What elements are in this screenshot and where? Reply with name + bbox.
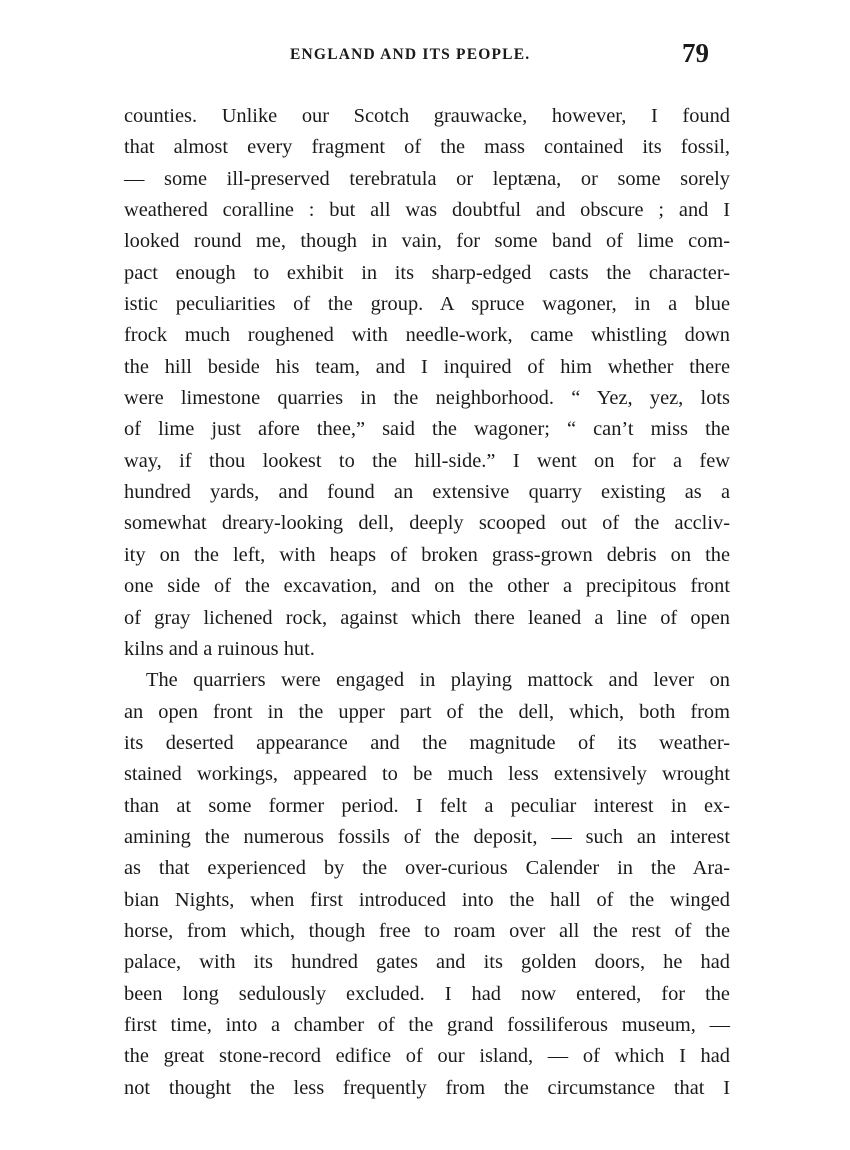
text-line: the hill beside his team, and I inquired of him whether there [124,355,730,378]
text-line: way, if thou lookest to the hill-side.” I went on for a few [124,449,730,472]
text-line: not thought the less frequently from the circumstance that I [124,1076,730,1099]
text-line: stained workings, appeared to be much less extensively wrought [124,763,730,786]
text-line: hundred yards, and found an extensive quarry existing as a [124,481,730,504]
text-line: amining the numerous fossils of the deposit, — such an interest [124,825,730,848]
text-line: that almost every fragment of the mass contained its fossil, [124,136,730,159]
text-line: ity on the left, with heaps of broken grass-grown debris on the [124,543,730,566]
text-line: of gray lichened rock, against which there leaned a line of open [124,606,730,629]
text-line: first time, into a chamber of the grand fossiliferous museum, — [124,1013,730,1036]
body-text [124,101,730,1104]
text-line: kilns and a ruinous hut. [124,637,315,660]
text-line: looked round me, though in vain, for some band of lime com- [124,230,730,253]
paragraph-1 [124,101,730,665]
text-line: somewhat dreary-looking dell, deeply scooped out of the accliv- [124,512,730,535]
text-line: one side of the excavation, and on the other a precipitous front [124,575,730,598]
text-line: an open front in the upper part of the dell, which, both from [124,700,730,723]
text-line: weathered coralline : but all was doubtful and obscure ; and I [124,199,730,222]
page-number: 79 [682,38,709,68]
text-line: the great stone-record edifice of our island, — of which I had [124,1045,730,1068]
text-line: counties. Unlike our Scotch grauwacke, however, I found [124,105,730,127]
paragraph-2 [124,665,730,1104]
text-line: than at some former period. I felt a peculiar interest in ex- [124,794,730,817]
text-line: istic peculiarities of the group. A spruce wagoner, in a blue [124,293,730,316]
text-line: its deserted appearance and the magnitude of its weather- [124,731,730,754]
text-line: as that experienced by the over-curious Calender in the Ara- [124,857,730,880]
text-line: been long sedulously excluded. I had now entered, for the [124,982,730,1005]
text-line: — some ill-preserved terebratula or leptæna, or some sorely [124,167,730,190]
text-line: The quarriers were engaged in playing mattock and lever on [146,669,730,692]
text-line: horse, from which, though free to roam over all the rest of the [124,919,730,942]
text-line: bian Nights, when first introduced into the hall of the winged [124,888,730,911]
text-line: palace, with its hundred gates and its golden doors, he had [124,951,730,974]
text-line: of lime just afore thee,” said the wagoner; “ can’t miss the [124,418,730,441]
text-line: were limestone quarries in the neighborhood. “ Yez, yez, lots [124,387,730,410]
page-header [0,38,850,78]
running-head: ENGLAND AND ITS PEOPLE. [290,46,531,63]
text-line: pact enough to exhibit in its sharp-edged casts the character- [124,261,730,284]
text-line: frock much roughened with needle-work, came whistling down [124,324,730,347]
